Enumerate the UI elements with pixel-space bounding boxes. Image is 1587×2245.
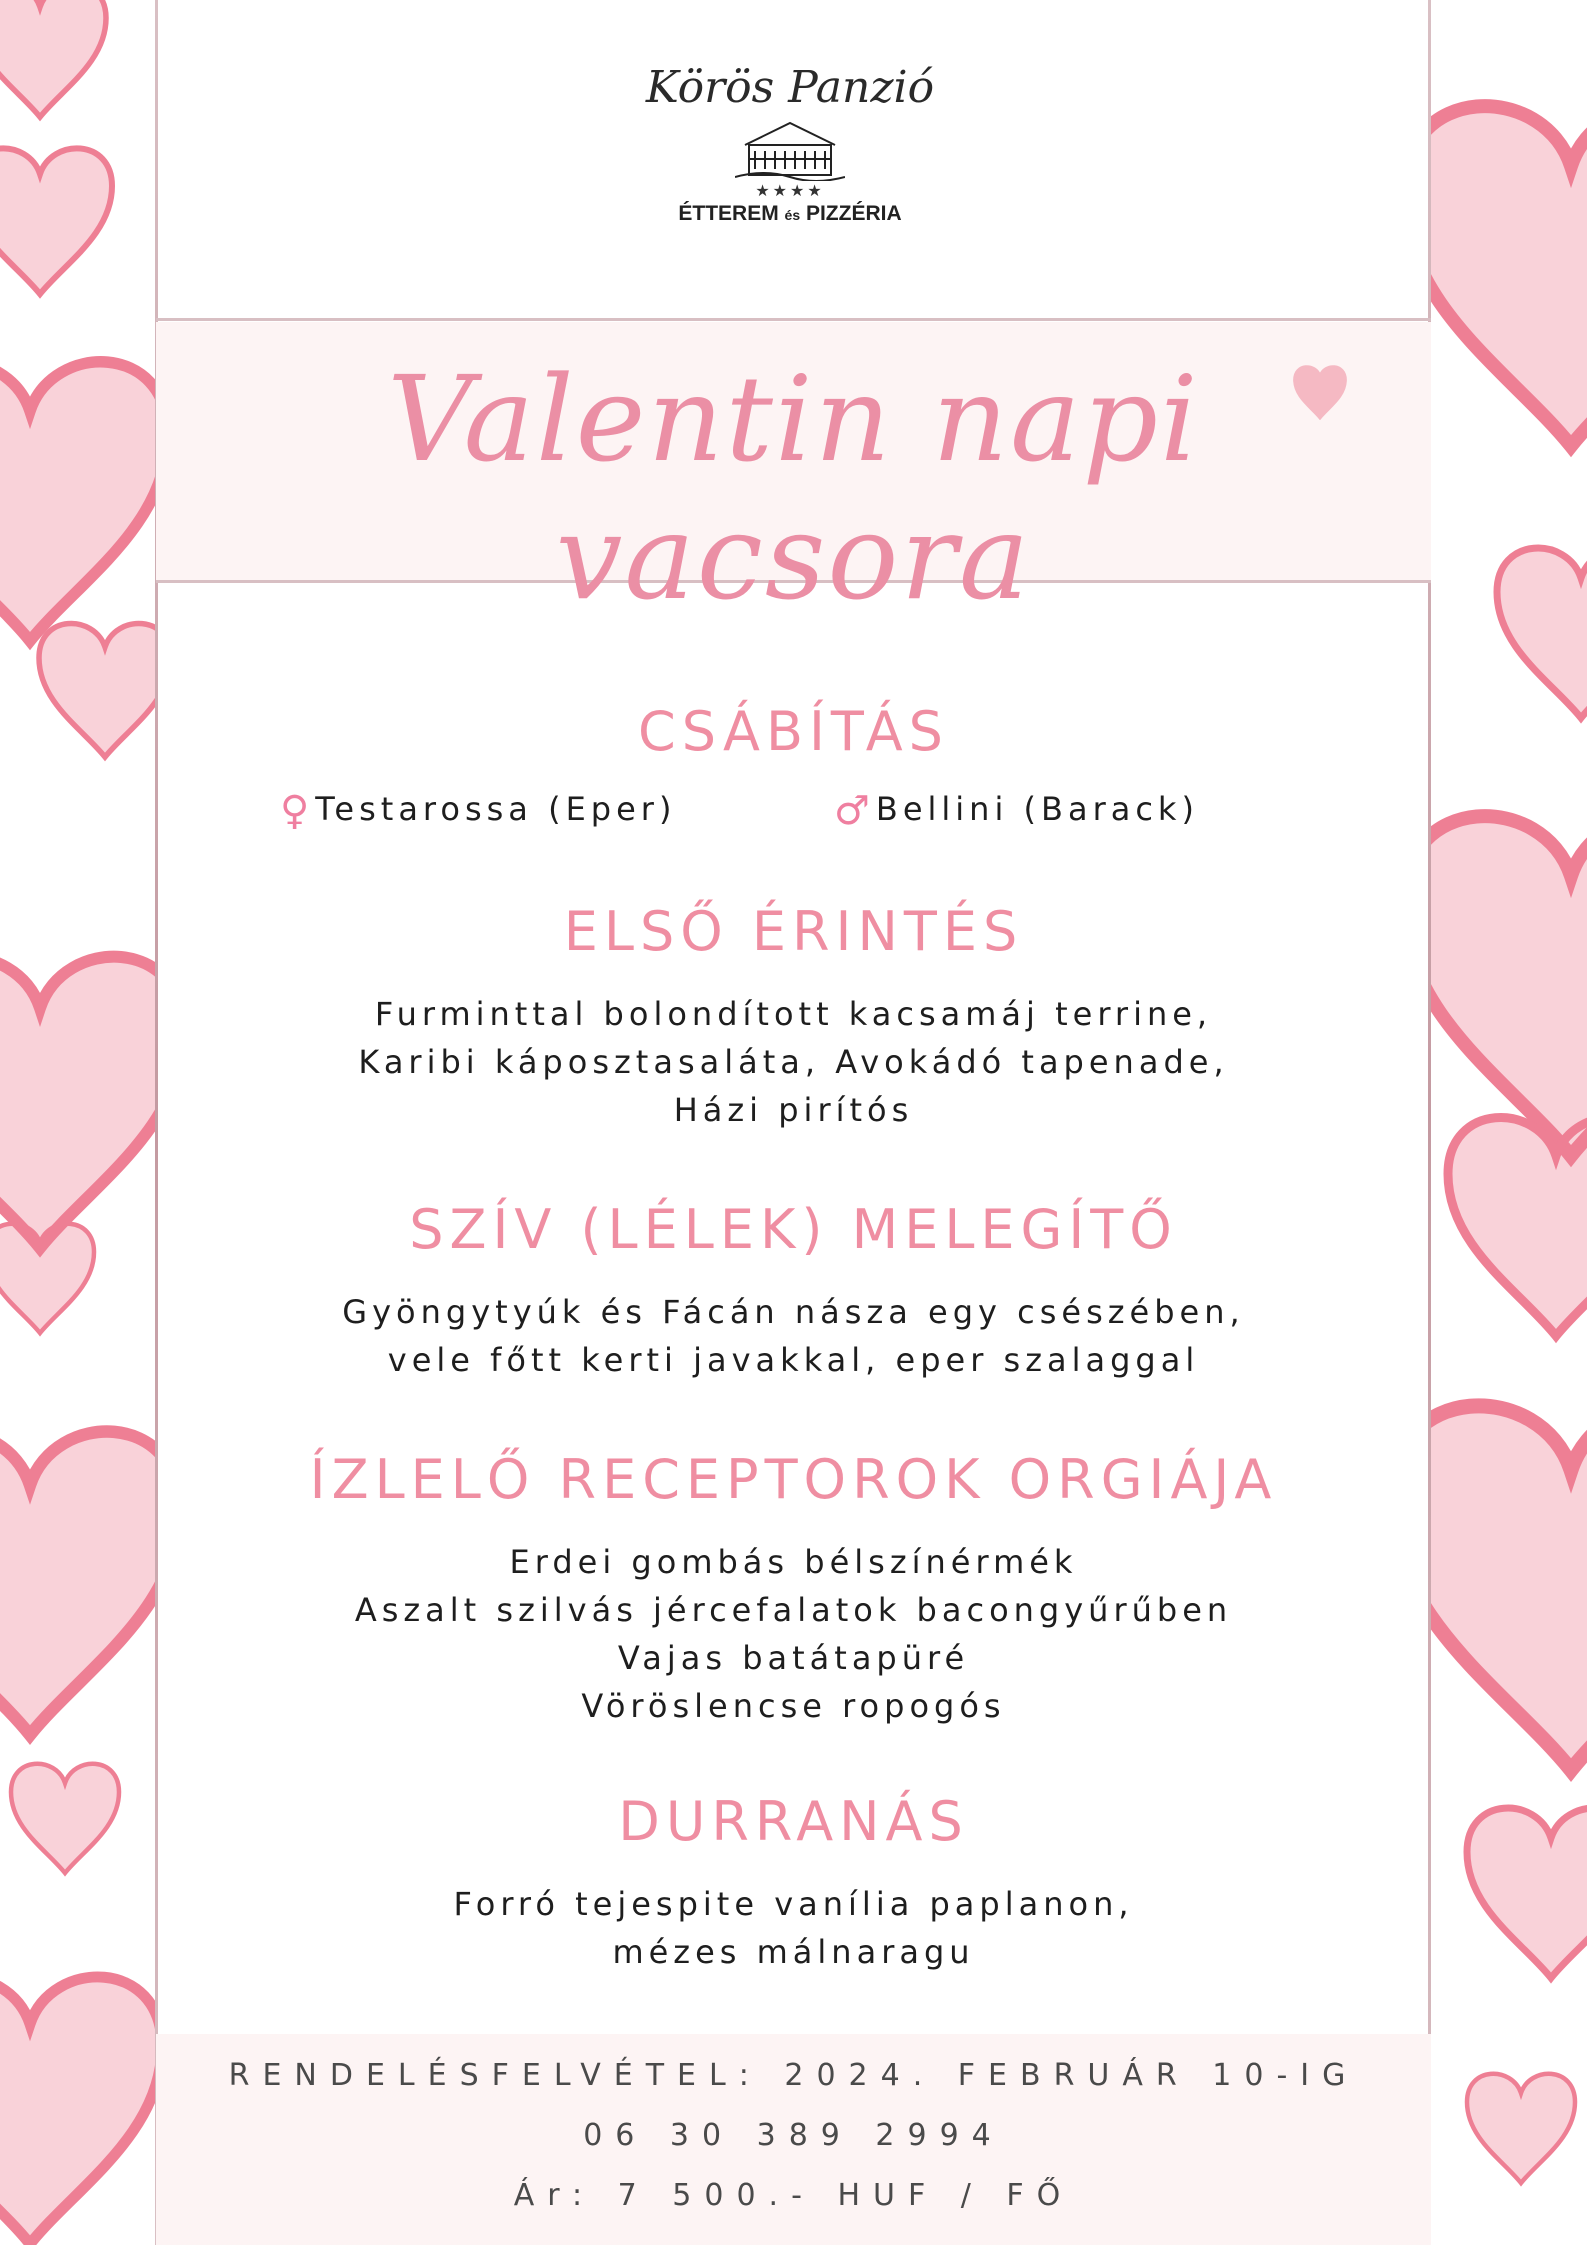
section-heading-csabitas: CSÁBÍTÁS <box>638 700 949 763</box>
menu-line: Erdei gombás bélszínérmék <box>509 1543 1078 1581</box>
menu-line: Karibi káposztasaláta, Avokádó tapenade, <box>358 1043 1229 1081</box>
logo-subtitle-restaurant: ÉTTEREM <box>678 202 779 225</box>
male-symbol-icon: ♂ <box>834 788 870 834</box>
drinks-row <box>156 788 1431 836</box>
drink-item <box>280 788 676 834</box>
heart-pattern-right-svg <box>1431 0 1587 2245</box>
menu-line: Vajas batátapüré <box>617 1639 970 1677</box>
drink-item <box>834 788 1199 834</box>
order-deadline: RENDELÉSFELVÉTEL: 2024. FEBRUÁR 10-IG <box>228 2058 1359 2093</box>
menu-line: vele főtt kerti javakkal, eper szalaggal <box>387 1341 1200 1379</box>
right-heart-pattern <box>1431 0 1587 2245</box>
logo-subtitle <box>620 202 960 226</box>
section-heading-elso-erintes: ELSŐ ÉRINTÉS <box>563 900 1024 963</box>
section-body <box>156 1288 1431 1384</box>
price: Ár: 7 500.- HUF / FŐ <box>513 2178 1074 2213</box>
drink-label: Bellini (Barack) <box>875 790 1199 828</box>
section-heading-durranas: DURRANÁS <box>618 1790 969 1853</box>
logo-subtitle-pizzeria: PIZZÉRIA <box>805 202 902 225</box>
logo-subtitle-and: és <box>784 207 801 223</box>
section-body <box>156 990 1431 1134</box>
building-icon <box>735 117 845 181</box>
divider-top <box>156 318 1431 321</box>
left-heart-pattern <box>0 0 156 2245</box>
restaurant-logo <box>620 60 960 260</box>
heart-pattern-left-svg <box>0 0 156 2245</box>
section-body <box>156 1538 1431 1730</box>
female-symbol-icon: ♀ <box>280 788 310 834</box>
logo-stars: ★★★★ <box>755 181 825 200</box>
section-heading-sziv-melegito: SZÍV (LÉLEK) MELEGÍTŐ <box>409 1198 1178 1261</box>
menu-line: mézes málnaragu <box>612 1933 975 1971</box>
section-body <box>156 1880 1431 1976</box>
menu-line: Házi pirítós <box>673 1091 914 1129</box>
page-title: Valentin napi vacsora <box>387 350 1200 626</box>
drink-label: Testarossa (Eper) <box>315 790 677 828</box>
heart-icon <box>1288 362 1352 420</box>
menu-line: Aszalt szilvás jércefalatok bacongyűrűben <box>354 1591 1233 1629</box>
menu-line: Forró tejespite vanília paplanon, <box>453 1885 1134 1923</box>
menu-line: Vöröslencse ropogós <box>581 1687 1006 1725</box>
menu-line: Gyöngytyúk és Fácán násza egy csészében, <box>342 1293 1245 1331</box>
menu-line: Furminttal bolondított kacsamáj terrine, <box>374 995 1213 1033</box>
logo-script-name: Körös Panzió <box>645 62 935 113</box>
section-heading-izlelo-receptorok: ÍZLELŐ RECEPTOROK ORGIÁJA <box>309 1448 1278 1511</box>
phone-number: 06 30 389 2994 <box>583 2118 1004 2153</box>
